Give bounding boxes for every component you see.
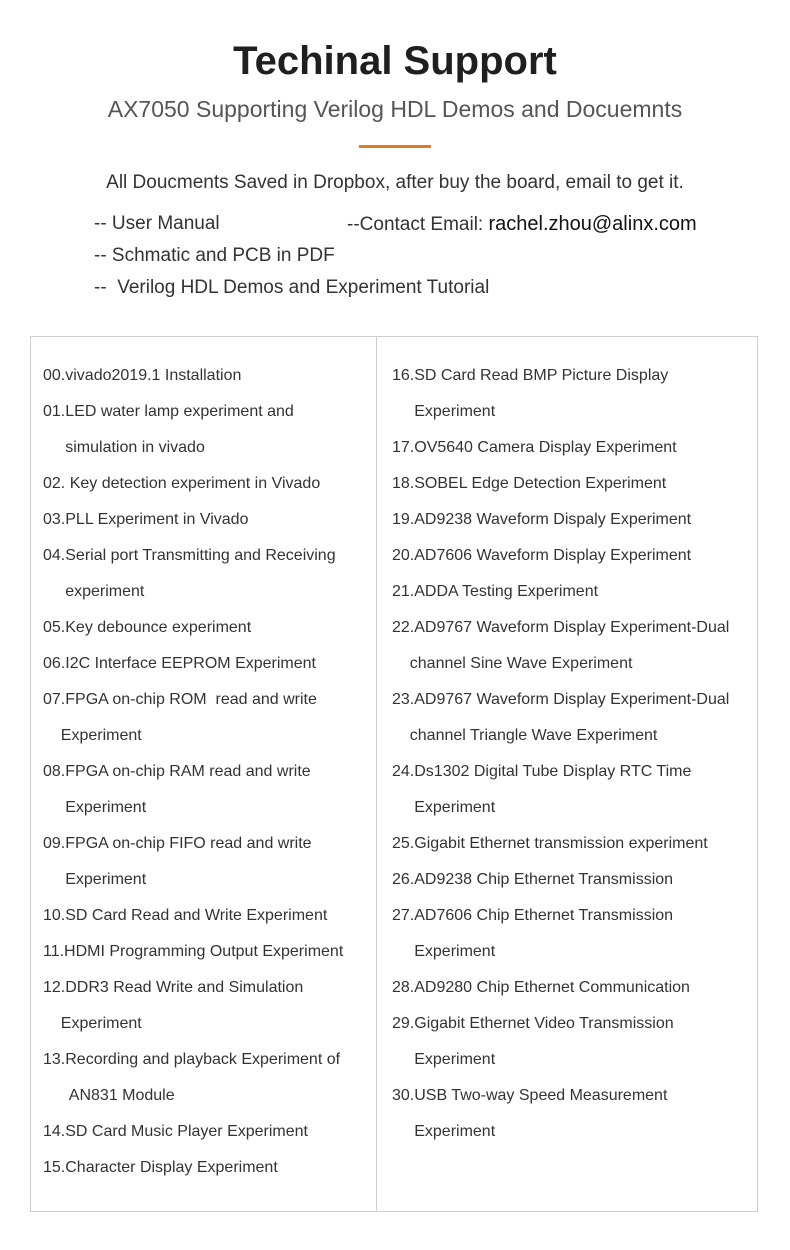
doc-item-user-manual: -- User Manual xyxy=(94,213,220,234)
experiment-list-right xyxy=(392,358,752,1150)
list-item-continuation: Experiment xyxy=(43,799,147,816)
list-item-title: 29.Gigabit Ethernet Video Transmission xyxy=(392,1015,674,1032)
list-item xyxy=(392,862,752,898)
list-item xyxy=(43,466,373,502)
list-item-title: 27.AD7606 Chip Ethernet Transmission xyxy=(392,907,674,924)
list-item-title: 04.Serial port Transmitting and Receiving xyxy=(43,547,336,564)
list-item-continuation: channel Triangle Wave Experiment xyxy=(392,727,658,744)
list-item-title: 07.FPGA on-chip ROM read and write xyxy=(43,691,317,708)
list-item xyxy=(43,646,373,682)
list-item-continuation: Experiment xyxy=(392,1051,496,1068)
list-item-title: 01.LED water lamp experiment and xyxy=(43,403,294,420)
list-item xyxy=(392,826,752,862)
list-item xyxy=(43,1114,373,1150)
list-item-title: 13.Recording and playback Experiment of xyxy=(43,1051,341,1068)
list-item xyxy=(392,466,752,502)
list-item xyxy=(43,826,373,898)
list-item-title: 09.FPGA on-chip FIFO read and write xyxy=(43,835,312,852)
list-item xyxy=(392,358,752,430)
list-item-title: 18.SOBEL Edge Detection Experiment xyxy=(392,475,667,492)
list-item-title: 21.ADDA Testing Experiment xyxy=(392,583,599,600)
list-item-title: 24.Ds1302 Digital Tube Display RTC Time xyxy=(392,763,692,780)
list-item-title: 23.AD9767 Waveform Display Experiment-Dual xyxy=(392,691,730,708)
intro-text: All Doucments Saved in Dropbox, after buy the board, email to get it. xyxy=(106,172,684,193)
list-item-title: 05.Key debounce experiment xyxy=(43,619,252,636)
list-item-title: 25.Gigabit Ethernet transmission experiment xyxy=(392,835,708,852)
list-item-title: 26.AD9238 Chip Ethernet Transmission xyxy=(392,871,674,888)
list-item-continuation: Experiment xyxy=(43,1015,142,1032)
list-item xyxy=(392,754,752,826)
list-item xyxy=(43,682,373,754)
list-item xyxy=(392,970,752,1006)
contact-line xyxy=(347,211,697,238)
list-item-title: 00.vivado2019.1 Installation xyxy=(43,367,242,384)
list-item-continuation: Experiment xyxy=(392,943,496,960)
list-item-continuation: AN831 Module xyxy=(43,1087,175,1104)
list-item-continuation: Experiment xyxy=(392,1123,496,1140)
list-item xyxy=(43,1042,373,1114)
list-item-title: 14.SD Card Music Player Experiment xyxy=(43,1123,308,1140)
list-item-continuation: simulation in vivado xyxy=(43,439,205,456)
list-item xyxy=(43,898,373,934)
list-item-continuation: Experiment xyxy=(392,799,496,816)
page-subtitle: AX7050 Supporting Verilog HDL Demos and Docuemnts xyxy=(107,96,683,122)
list-item xyxy=(392,538,752,574)
list-item xyxy=(43,610,373,646)
list-item-title: 30.USB Two-way Speed Measurement xyxy=(392,1087,668,1104)
doc-item-demos: -- Verilog HDL Demos and Experiment Tutorial xyxy=(94,277,490,298)
experiment-table xyxy=(30,336,758,1212)
list-item-title: 15.Character Display Experiment xyxy=(43,1159,278,1176)
list-item xyxy=(392,1078,752,1150)
list-item-title: 19.AD9238 Waveform Dispaly Experiment xyxy=(392,511,692,528)
list-item-title: 08.FPGA on-chip RAM read and write xyxy=(43,763,311,780)
list-item-title: 10.SD Card Read and Write Experiment xyxy=(43,907,328,924)
page-title: Techinal Support xyxy=(233,39,557,83)
accent-divider xyxy=(359,145,431,148)
list-item xyxy=(43,1150,373,1186)
list-item xyxy=(392,502,752,538)
list-item xyxy=(43,358,373,394)
list-item xyxy=(43,394,373,466)
contact-email[interactable]: rachel.zhou@alinx.com xyxy=(488,213,697,235)
list-item-continuation: Experiment xyxy=(392,403,496,420)
experiment-list-left xyxy=(43,358,373,1186)
list-item-title: 20.AD7606 Waveform Display Experiment xyxy=(392,547,692,564)
list-item-continuation: channel Sine Wave Experiment xyxy=(392,655,633,672)
list-item-title: 16.SD Card Read BMP Picture Display xyxy=(392,367,669,384)
list-item-title: 02. Key detection experiment in Vivado xyxy=(43,475,321,492)
list-item xyxy=(392,682,752,754)
list-item xyxy=(392,430,752,466)
list-item xyxy=(392,898,752,970)
list-item-title: 11.HDMI Programming Output Experiment xyxy=(43,943,344,960)
list-item-title: 06.I2C Interface EEPROM Experiment xyxy=(43,655,316,672)
contact-label: --Contact Email: xyxy=(347,214,489,235)
list-item xyxy=(392,610,752,682)
list-item xyxy=(43,754,373,826)
list-item xyxy=(43,502,373,538)
list-item xyxy=(43,934,373,970)
doc-item-schematic: -- Schmatic and PCB in PDF xyxy=(94,245,335,266)
list-item-continuation: Experiment xyxy=(43,871,147,888)
list-item xyxy=(392,574,752,610)
list-item xyxy=(392,1006,752,1078)
list-item-title: 28.AD9280 Chip Ethernet Communication xyxy=(392,979,690,996)
column-divider xyxy=(376,337,377,1211)
list-item-continuation: Experiment xyxy=(43,727,142,744)
list-item-title: 17.OV5640 Camera Display Experiment xyxy=(392,439,677,456)
list-item-continuation: experiment xyxy=(43,583,145,600)
list-item-title: 03.PLL Experiment in Vivado xyxy=(43,511,249,528)
list-item xyxy=(43,970,373,1042)
list-item-title: 22.AD9767 Waveform Display Experiment-Dual xyxy=(392,619,730,636)
list-item xyxy=(43,538,373,610)
list-item-title: 12.DDR3 Read Write and Simulation xyxy=(43,979,304,996)
